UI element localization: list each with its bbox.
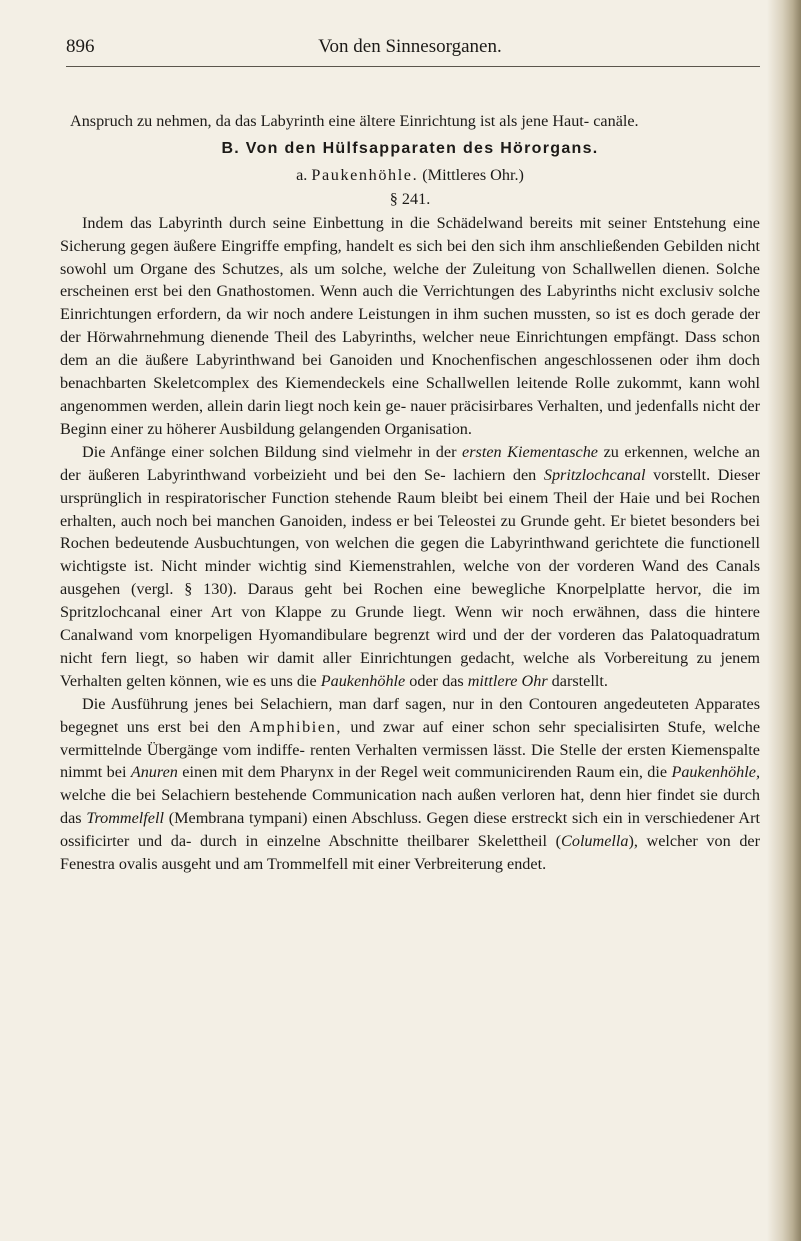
paragraph-2-text-1: Die Anfänge einer solchen Bildung sind vielmehr in der (82, 442, 457, 461)
paragraph-sign: § 241. (389, 189, 431, 208)
term-paukenhoehle-2: Paukenhöhle, (671, 763, 760, 782)
paragraph-2 (60, 441, 760, 693)
paragraph-3-text-2: und zwar auf einer schon sehr specialisirten Stufe, welche vermittelnde Übergänge vom indiffe- renten Verhalten vermissen lässt. Die Stelle der ersten Kiemenspalte nimmt bei (60, 717, 761, 782)
page-number: 896 (66, 36, 95, 57)
paragraph-3-text-1: Die Ausführung jenes bei Selachiern, man darf sagen, nur in den Contouren angedeuteten Apparates begegnet uns erst bei den (60, 694, 760, 736)
paragraph-1: Indem das Labyrinth durch seine Einbettung in die Schädelwand bereits mit seiner Entstehung eine Sicherung gegen äußere Eingriffe empfing, handelt es sich bei den sich ihm anschließenden Gebilden nicht sowohl um Organe des Schutzes, als um solche, welche der Zuleitung von Schallwellen dienen. Solche erscheinen erst bei den Gnathostomen. Wenn auch die Verrichtungen des Labyrinths nicht exclusiv solche Einrichtungen erfordern, da wir noch andere Leistungen in ihm suchen mussten, so ist es doch gerade der der Hörwahrnehmung dienende Theil des Labyrinths, welcher neue Einrichtungen empfängt. Dass schon dem an die äußere Labyrinthwand bei Ganoiden und Knochenfischen angeschlossenen oder ihm doch benachbarten Skeletcomplex des Kiemendeckels eine Schallwellen leitende Rolle zukommt, kann wohl angenommen werden, allein darin liegt noch kein ge- nauer präcisirbares Verhalten, und jedenfalls nicht der Beginn einer zu höherer Ausbildung gelangenden Organisation. (60, 213, 760, 438)
paragraph-3-text-4: welche die bei Selachiern bestehende Communication nach außen verloren hat, denn hier findet sie durch das (60, 786, 760, 828)
term-ersten-kiementasche: ersten Kiementasche (462, 442, 598, 461)
page-body (60, 110, 760, 876)
term-amphibien: Amphibien, (249, 717, 343, 736)
paragraph-2-text-3: vorstellt. Dieser ursprünglich in respiratorischer Function stehende Raum bleibt bei einem Theil der Haie und bei Rochen erhalten, auch noch bei manchen Ganoiden, indess er bei Teleostei zu Grunde geht. Er bietet besonders bei Rochen bedeutende Ausbuchtungen, von welchen die gegen die Labyrinthwand gerichtete die functionell wichtigste ist. Nicht minder wichtig sind Kiemenstrahlen, welche von der vorderen Wand des Canals ausgehen (vergl. § 130). Daraus geht bei Rochen eine bewegliche Knorpelplatte hervor, die im Spritzlochcanal einer Art von Klappe zu Grunde liegt. Wenn wir noch erwähnen, dass die hintere Canalwand vom knorpeligen Hyomandibulare begrenzt wird und der der vorderen das Palatoquadratum nicht fern liegt, so haben wir damit aller Einrichtungen gedacht, welche als Vorbereitung zu jenem Verhalten gelten können, wie es uns die (60, 465, 760, 690)
paragraph-3-text-5: (Membrana tympani) einen Abschluss. Gegen diese erstreckt sich ein in verschiedener Art ossificirter und da- durch in einzelne Abschnitte theilbarer Skelettheil ( (60, 809, 761, 851)
subsection-note: (Mittleres Ohr.) (422, 165, 524, 184)
paragraph-2-text-5: darstellt. (551, 671, 608, 690)
subsection-label: a. (296, 165, 308, 184)
intro-paragraph: Anspruch zu nehmen, da das Labyrinth eine ältere Einrichtung ist als jene Haut- canäle. (70, 112, 639, 130)
subsection-heading (60, 164, 760, 187)
term-spritzlochcanal: Spritzlochcanal (543, 465, 646, 484)
paragraph-3-text-3: einen mit dem Pharynx in der Regel weit communicirenden Raum ein, die (182, 763, 668, 782)
page-edge-shadow (767, 0, 801, 1241)
paragraph-3-text-6: ), welcher von der Fenestra ovalis ausgeht und am Trommelfell mit einer Verbreiterung endet. (60, 832, 760, 874)
term-anuren: Anuren (130, 763, 178, 782)
section-heading: B. Von den Hülfsapparaten des Hörorgans. (221, 139, 599, 157)
paragraph-3 (60, 693, 760, 876)
term-mittlere-ohr: mittlere Ohr (467, 671, 548, 690)
term-columella: Columella (561, 832, 629, 851)
running-title: Von den Sinnesorganen. (318, 36, 502, 57)
paragraph-2-text-4: oder das (409, 671, 464, 690)
subsection-title: Paukenhöhle. (311, 165, 419, 184)
page-header (60, 36, 760, 70)
header-rule (66, 66, 760, 67)
book-page (60, 36, 760, 876)
term-paukenhoehle: Paukenhöhle (320, 671, 406, 690)
term-trommelfell: Trommelfell (86, 809, 164, 828)
paragraph-2-text-2: zu erkennen, welche an der äußeren Labyrinthwand vorbeizieht und bei den Se- lachiern den (60, 442, 761, 484)
